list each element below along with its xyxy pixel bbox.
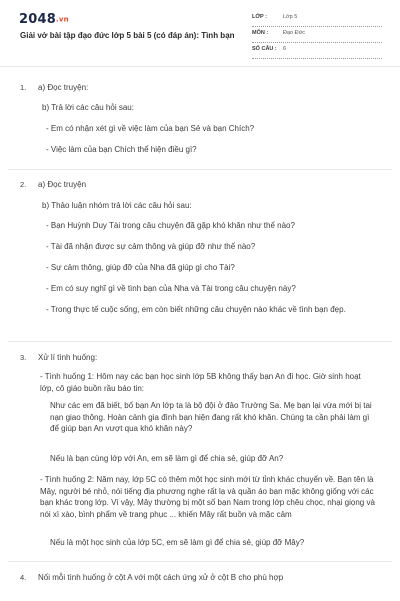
meta-row-subject: [252, 28, 382, 43]
meta-label: SỐ CÂU :: [252, 46, 277, 52]
question-heading: Xử lí tình huống:: [38, 353, 98, 362]
situation-question: Nếu là bạn cùng lớp với An, em sẽ làm gì để chia sẻ, giúp đỡ An?: [50, 454, 284, 463]
page-header: [0, 0, 400, 66]
question-subheading: b) Thảo luận nhóm trả lời các câu hỏi sau:: [42, 201, 192, 210]
meta-row-class: [252, 12, 382, 27]
divider: [8, 561, 392, 562]
question-item: - Trong thực tế cuộc sống, em còn biết những câu chuyện nào khác về tình bạn đẹp.: [46, 305, 346, 314]
site-logo[interactable]: [19, 12, 69, 27]
question-number: 1.: [20, 83, 27, 92]
situation-text: - Tình huống 1: Hôm nay các bạn học sinh lớp 5B không thấy bạn An đi học. Giờ sinh hoạt lớp, cô giáo buồn rầu báo tin:: [40, 372, 361, 393]
document-title: Giải vở bài tập đạo đức lớp 5 bài 5 (có đáp án): Tình bạn: [20, 31, 235, 40]
question-subheading: b) Trả lời các câu hỏi sau:: [42, 103, 134, 112]
question-list: [0, 66, 400, 601]
question-item: - Việc làm của bạn Chích thể hiện điều gì?: [46, 145, 197, 154]
meta-panel: [252, 12, 382, 60]
meta-label: MÔN :: [252, 30, 269, 36]
situation-question: Nếu là một học sinh của lớp 5C, em sẽ làm gì để chia sẻ, giúp đỡ Mây?: [50, 538, 305, 547]
logo-suffix: .vn: [55, 15, 69, 24]
question-item: - Em có nhận xét gì về việc làm của bạn Sẻ và bạn Chích?: [46, 124, 255, 133]
question-heading: Nối mỗi tình huống ở cột A với một cách ứng xử ở cột B cho phù hợp: [38, 573, 284, 582]
question-item: - Tài đã nhận được sự cảm thông và giúp đỡ như thế nào?: [46, 242, 256, 251]
situation-quote: Như các em đã biết, bố bạn An lớp ta là bộ đội ở đảo Trường Sa. Mẹ bạn lại vừa mới bị tai nạn giao thông. Hoàn cảnh gia đình bạn hiện đang rất khó khăn. Chúng ta cần phải làm gì để giúp bạn An vượt qua khó khăn này?: [50, 401, 372, 434]
meta-label: LỚP :: [252, 14, 267, 20]
question-heading: a) Đọc truyện: [38, 180, 87, 189]
question-item: - Em có suy nghĩ gì về tình bạn của Nha và Tài trong câu chuyện này?: [46, 284, 296, 293]
divider: [8, 169, 392, 170]
meta-value: 6: [283, 46, 287, 52]
meta-value: Lớp 5: [283, 14, 298, 20]
question-item: - Sự cảm thông, giúp đỡ của Nha đã giúp gì cho Tài?: [46, 263, 235, 272]
question-number: 3.: [20, 353, 27, 362]
logo-text: 2048: [19, 12, 56, 27]
question-number: 4.: [20, 573, 27, 582]
divider: [8, 341, 392, 342]
question-item: - Bạn Huỳnh Duy Tài trong câu chuyện đã gặp khó khăn như thế nào?: [46, 221, 295, 230]
question-number: 2.: [20, 180, 27, 189]
question-heading: a) Đọc truyện:: [38, 83, 89, 92]
situation-text: - Tình huống 2: Năm nay, lớp 5C có thêm một học sinh mới từ tỉnh khác chuyển về. Bạn tên là Mây, người bé nhỏ, nói tiếng địa phương nghe rất lạ và quần áo bạn mặc không giống với các bạn khác trong lớp. Vì vậy, Mây thường bị một số bạn Nam trong lớp chêu chọc, nhại giọng và nói xì xào, bình phẩm về trang phục ... khiến Mây rất buồn và mặc cảm: [40, 475, 375, 519]
meta-row-count: [252, 44, 382, 59]
meta-value: Đạo Đức: [283, 30, 306, 36]
